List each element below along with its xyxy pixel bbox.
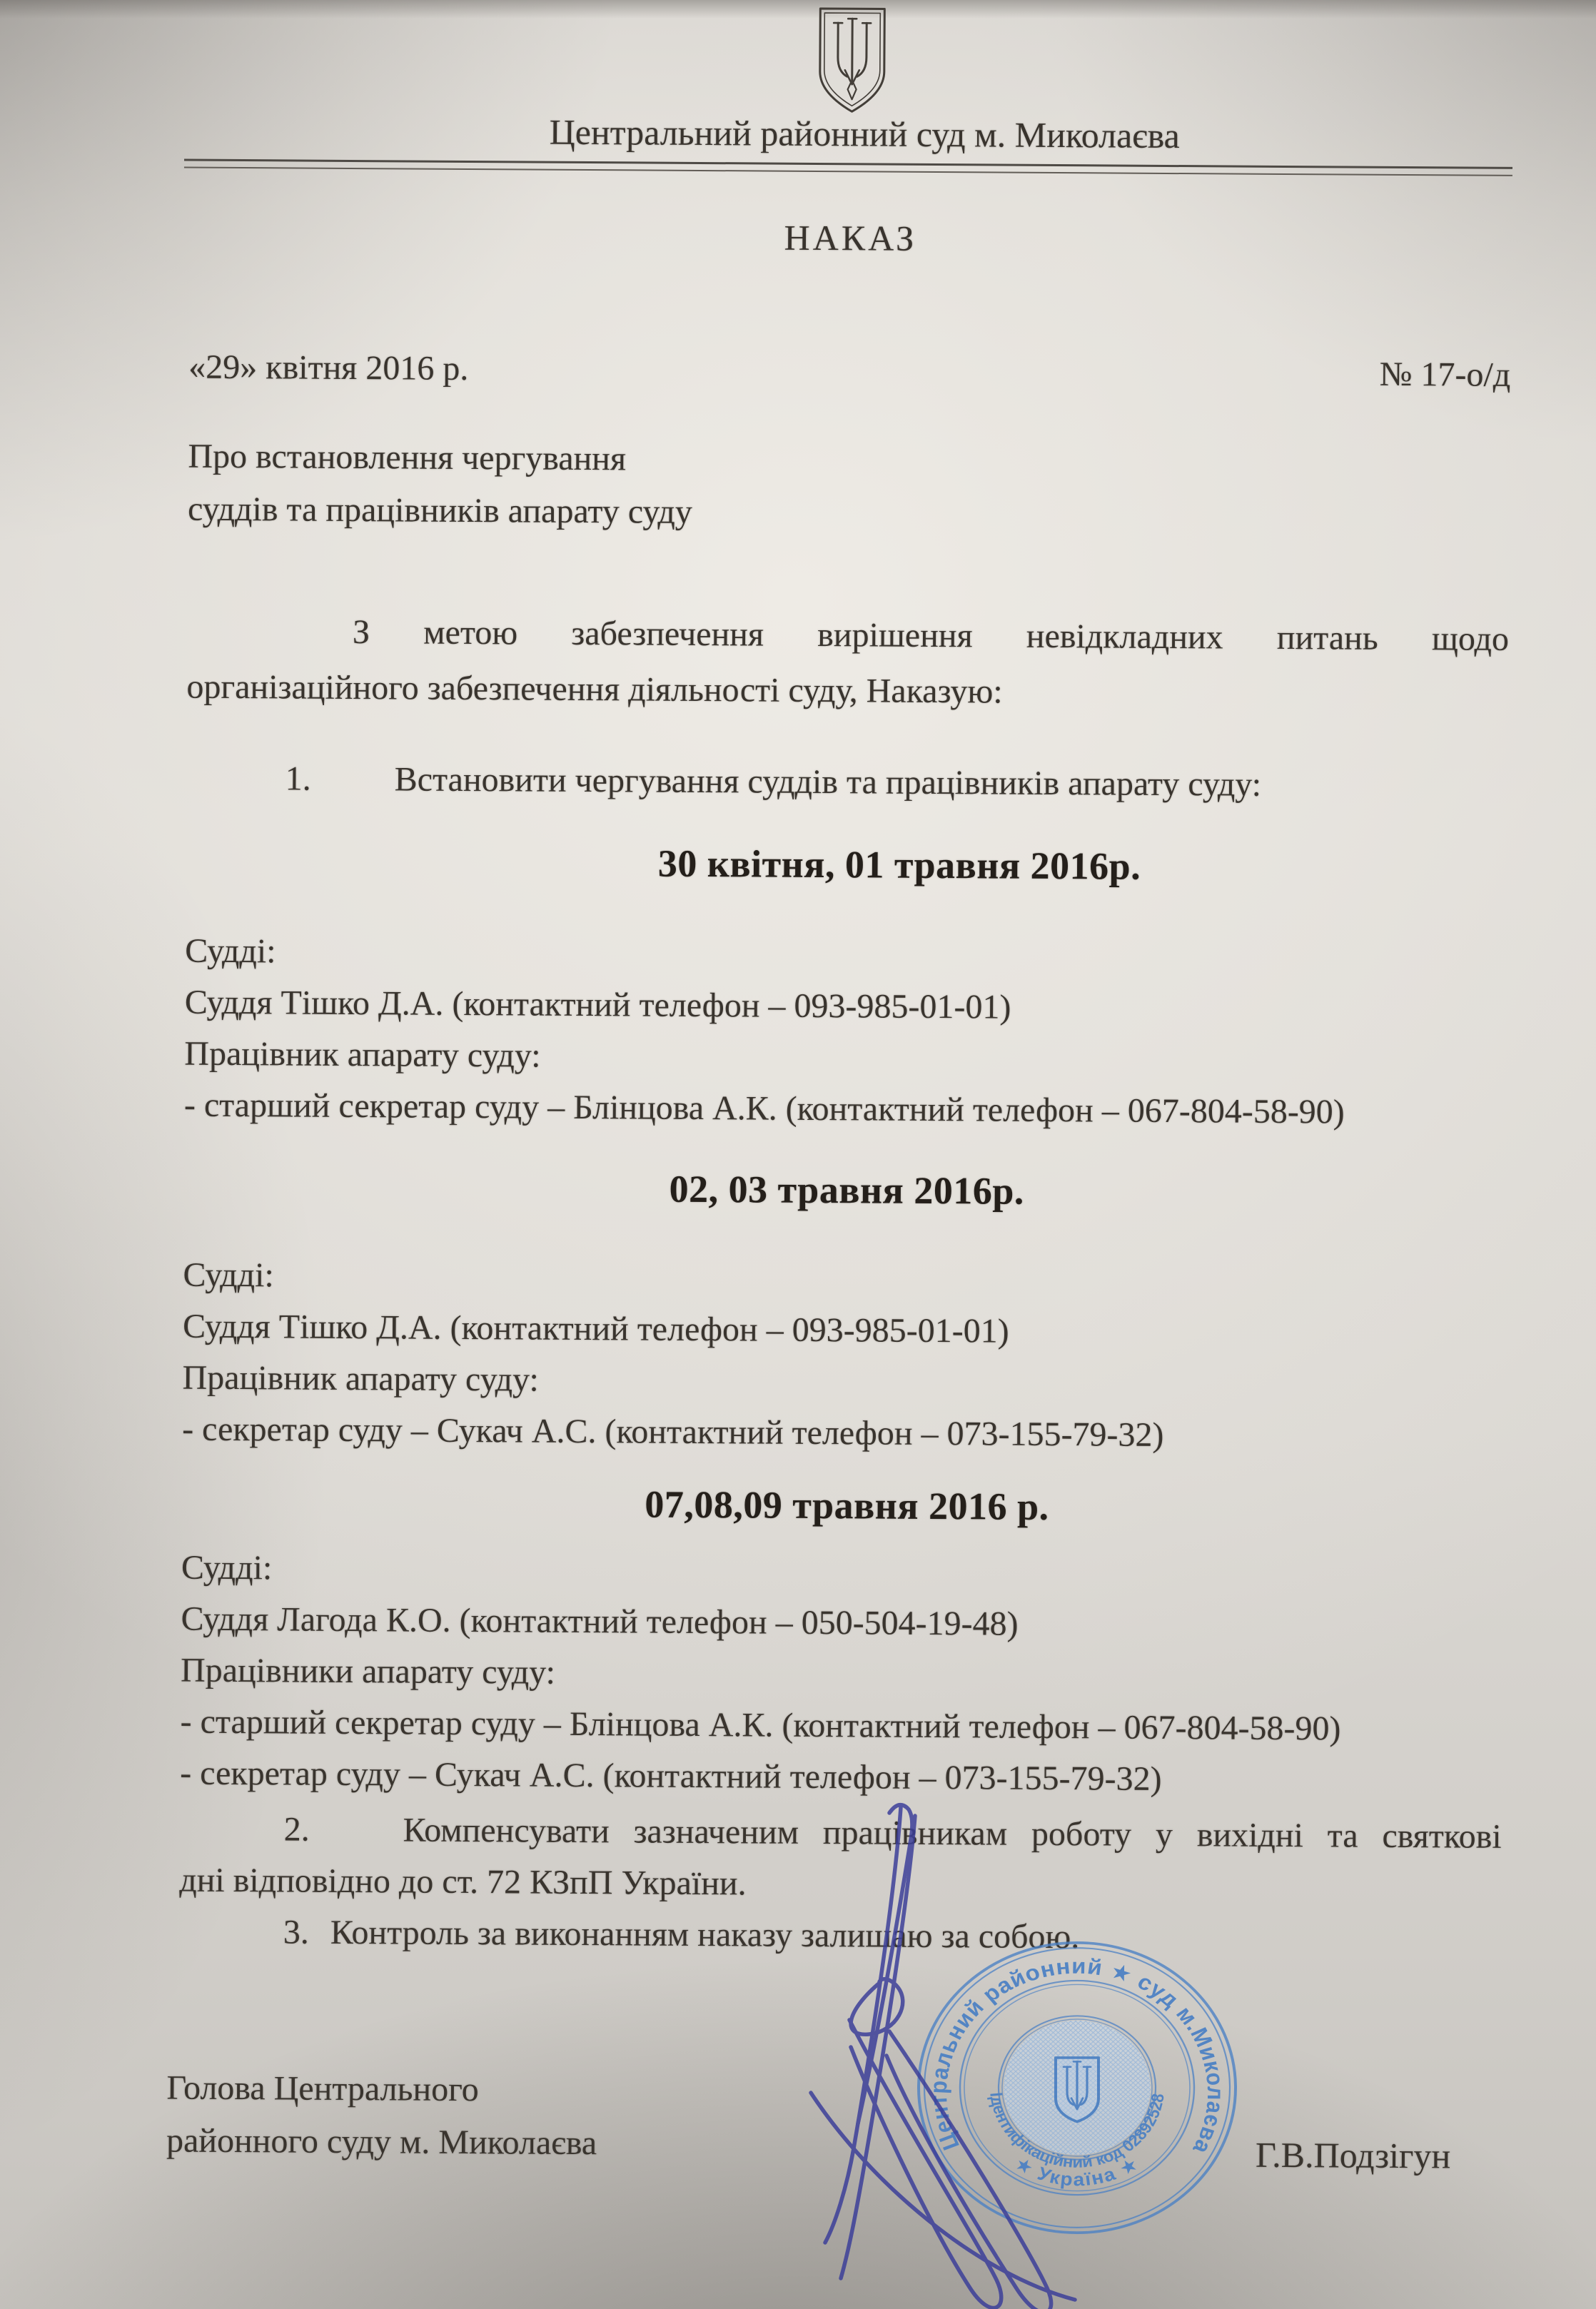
stamp-code-text: Ідентифікаційний код 02892528 — [986, 2091, 1168, 2171]
schedule-line: - секретар суду – Сукач А.С. (контактний телефон – 073-155-79-32) — [180, 1754, 1162, 1798]
signoff-line: районного суду м. Миколаєва — [166, 2121, 597, 2163]
document-number: № 17-о/д — [1379, 355, 1511, 394]
item-number: 3. — [283, 1913, 310, 1951]
schedule-line: Працівник апарату суду: — [182, 1358, 539, 1399]
header-divider-rule — [184, 159, 1512, 176]
stamp-ring-text: Центральний районний ★ суд м.Миколаєва — [924, 1953, 1230, 2159]
subject-line: Про встановлення чергування — [188, 437, 627, 478]
date-number-row — [188, 348, 1510, 395]
signature-title-block — [166, 2061, 597, 2170]
schedule-line: Суддя Лагода К.О. (контактний телефон – 050-504-19-48) — [181, 1600, 1019, 1643]
subject-line: суддів та працівників апарату суду — [187, 490, 693, 531]
signoff-line: Голова Центрального — [166, 2068, 479, 2109]
schedule-line: Працівники апарату суду: — [180, 1651, 556, 1692]
stamp-country-text: ★ Україна ★ — [1011, 2153, 1143, 2191]
schedule-line: - секретар суду – Сукач А.С. (контактний телефон – 073-155-79-32) — [181, 1410, 1164, 1454]
schedule-line: Суддя Тішко Д.А. (контактний телефон – 093-985-01-01) — [182, 1307, 1009, 1350]
item-text: Компенсувати зазначеним працівникам роботу у вихідні та святкові — [403, 1811, 1502, 1856]
schedule-line: - старший секретар суду – Блінцова А.К. (контактний телефон – 067-804-58-90) — [180, 1702, 1341, 1748]
item-number: 1. — [285, 759, 311, 798]
order-item-1 — [186, 759, 1508, 806]
item-text: Встановити чергування суддів та працівників апарату суду: — [394, 760, 1262, 804]
document-title: НАКАЗ — [784, 217, 917, 258]
preamble-line-1: З метою забезпечення вирішення невідкладних питань щодо — [352, 613, 1510, 658]
schedule-line: Суддя Тішко Д.А. (контактний телефон – 093-985-01-01) — [184, 983, 1011, 1026]
schedule-line: Судді: — [183, 1255, 274, 1295]
ukraine-trident-emblem-icon — [814, 6, 890, 115]
schedule-line: Судді: — [181, 1548, 273, 1587]
signer-name: Г.В.Подзігун — [1255, 2134, 1451, 2176]
handwritten-signature — [749, 1763, 1149, 2309]
preamble-line-2: організаційного забезпечення діяльності суду, Наказую: — [186, 667, 1003, 711]
schedule-block-2 — [182, 1250, 1165, 1461]
schedule-line: - старший секретар суду – Блінцова А.К. (контактний телефон – 067-804-58-90) — [183, 1086, 1345, 1131]
schedule-heading-2: 02, 03 травня 2016р. — [669, 1167, 1025, 1213]
schedule-line: Судді: — [185, 931, 276, 971]
item-text: Контроль за виконанням наказу залишаю за собою. — [330, 1913, 1080, 1956]
order-item-2-continued: дні відповідно до ст. 72 КЗпП України. — [179, 1861, 747, 1903]
schedule-heading-1: 30 квітня, 01 травня 2016р. — [657, 842, 1141, 888]
schedule-line: Працівник апарату суду: — [184, 1034, 541, 1075]
item-number: 2. — [283, 1810, 310, 1849]
schedule-heading-3: 07,08,09 травня 2016 р. — [645, 1482, 1049, 1528]
court-name: Центральний районний суд м. Миколаєва — [549, 111, 1181, 156]
document-date: «29» квітня 2016 р. — [188, 348, 469, 388]
schedule-block-1 — [184, 926, 1346, 1138]
document-subject — [188, 430, 693, 539]
